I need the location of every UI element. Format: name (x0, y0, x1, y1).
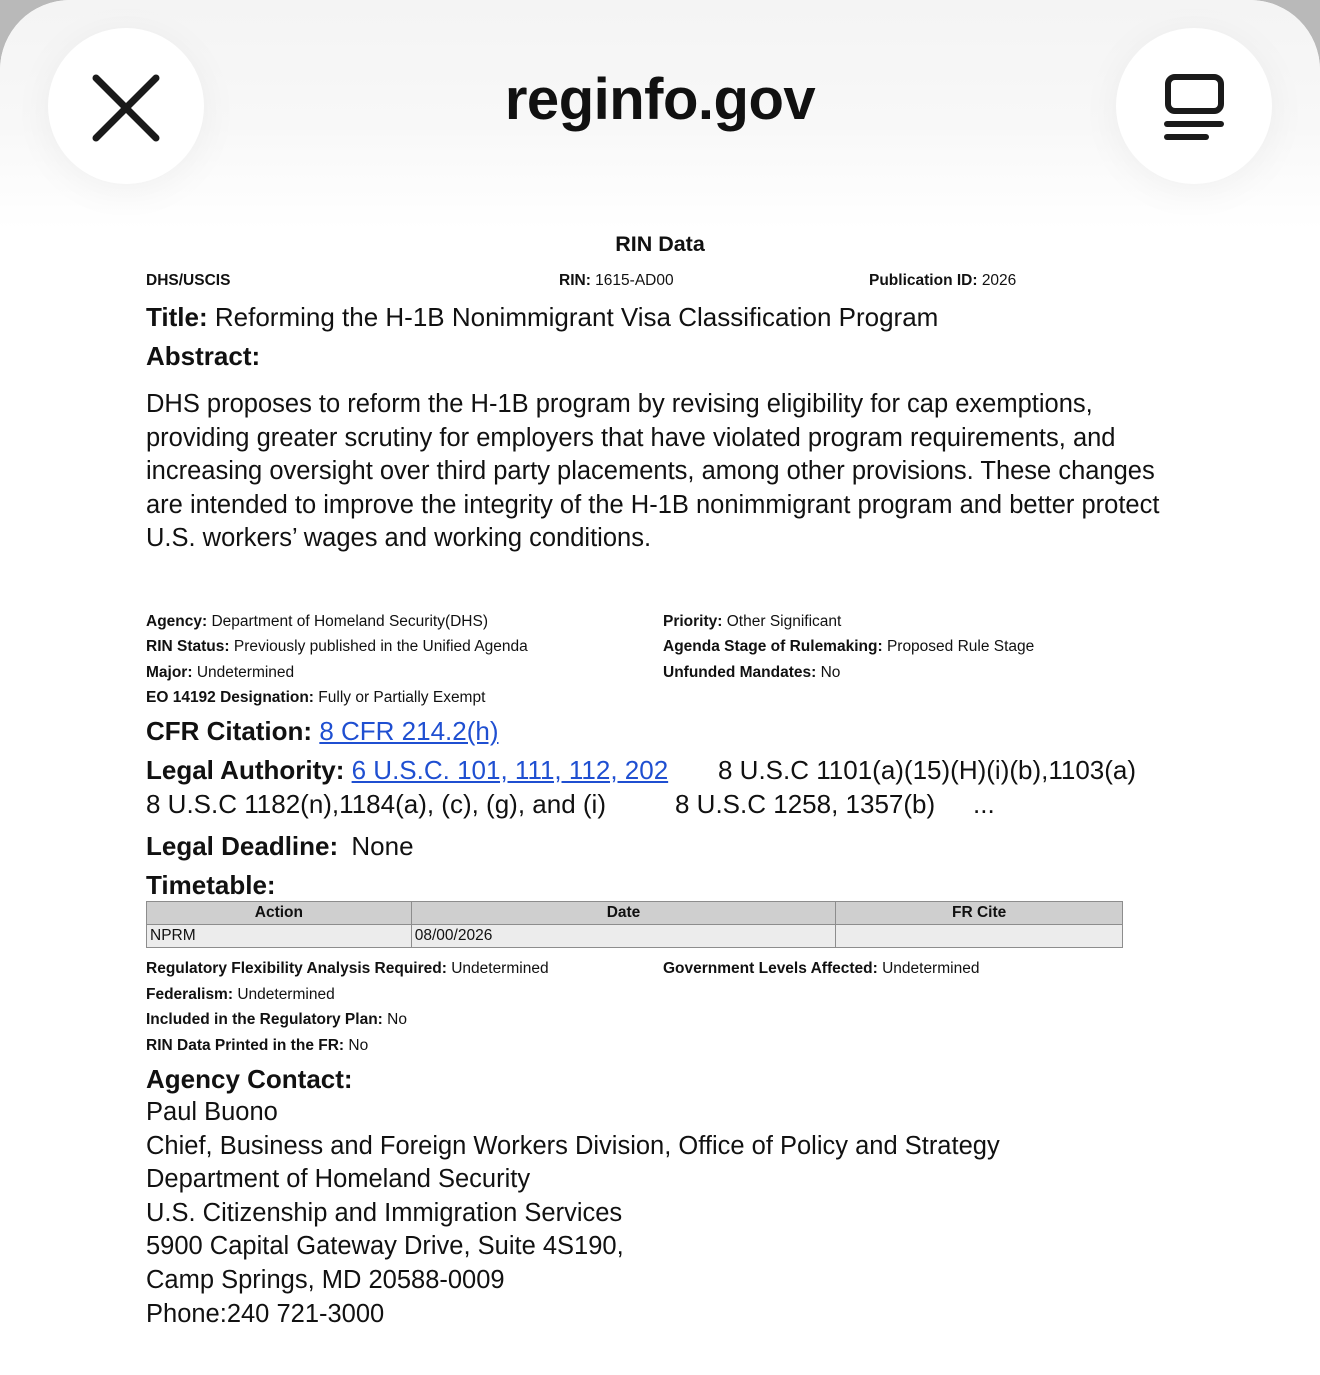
field-value: Undetermined (196, 664, 295, 681)
publication-id-label: Publication ID: (869, 272, 978, 289)
legal-authority-field (146, 755, 668, 786)
field-label: EO 14192 Designation: (146, 689, 314, 706)
cfr-citation-label: CFR Citation: (146, 716, 313, 746)
field-value: No (820, 664, 841, 681)
timetable-table (146, 901, 1123, 948)
reader-view-icon (1116, 28, 1272, 184)
regulatory-plan-field (146, 1011, 407, 1029)
field-label: RIN Data Printed in the FR: (146, 1037, 345, 1054)
field-label: Government Levels Affected: (663, 960, 878, 977)
doc-heading: RIN Data (615, 232, 705, 256)
title-value: Reforming the H-1B Nonimmigrant Visa Classification Program (214, 302, 939, 332)
legal-authority-item: 8 U.S.C 1258, 1357(b) (675, 789, 936, 819)
reader-view-button[interactable] (1116, 28, 1272, 184)
field-value: Department of Homeland Security(DHS) (211, 613, 488, 630)
title-label: Title: (146, 302, 208, 332)
legal-deadline-value: None (351, 831, 414, 861)
table-cell: NPRM (147, 925, 412, 948)
field-label: Included in the Regulatory Plan: (146, 1011, 383, 1028)
field-value: Undetermined (237, 986, 335, 1003)
field-label: Regulatory Flexibility Analysis Required: (146, 960, 447, 977)
legal-authority-more: ... (973, 789, 995, 819)
timetable-label: Timetable: (146, 870, 276, 900)
contact-line: 5900 Capital Gateway Drive, Suite 4S190, (146, 1232, 624, 1261)
column-header: Action (147, 902, 412, 925)
rin-status-field (146, 638, 528, 656)
browser-top-bar (0, 0, 1320, 230)
legal-authority-item: 8 U.S.C 1182(n),1184(a), (c), (g), and (i) (146, 789, 606, 819)
field-label: Agency: (146, 613, 208, 630)
contact-phone: Phone:240 721-3000 (146, 1299, 385, 1328)
field-label: Priority: (663, 613, 723, 630)
contact-line: Camp Springs, MD 20588-0009 (146, 1265, 505, 1294)
table-cell (836, 925, 1123, 948)
reg-flex-analysis-field (146, 960, 549, 978)
field-value: Other Significant (726, 613, 842, 630)
column-header: Date (411, 902, 836, 925)
publication-id-value: 2026 (981, 272, 1017, 289)
abstract-text: DHS proposes to reform the H-1B program by revising eligibility for cap exemptions, providing greater scrutiny for employers that have violated program requirements, and increasing oversight over third party placements, among other provisions. These changes are intended to improve the integrity of the H-1B nonimmigrant program and better protect U.S. workers’ wages and working conditions. (146, 390, 1160, 552)
field-value: Proposed Rule Stage (886, 638, 1035, 655)
field-label: RIN Status: (146, 638, 230, 655)
agenda-stage-field (663, 638, 1034, 656)
field-label: Unfunded Mandates: (663, 664, 817, 681)
field-label: Federalism: (146, 986, 234, 1003)
publication-id-field (869, 272, 1016, 290)
federalism-field (146, 986, 335, 1004)
table-header-row (147, 902, 1123, 925)
table-row (147, 925, 1123, 948)
rin-field (559, 272, 674, 290)
agency-contact-label: Agency Contact: (146, 1064, 353, 1094)
agency-code: DHS/USCIS (146, 272, 231, 289)
legal-deadline-label: Legal Deadline: (146, 831, 339, 861)
legal-authority-label: Legal Authority: (146, 755, 345, 785)
legal-authority-link[interactable]: 6 U.S.C. 101, 111, 112, 202 (351, 755, 669, 785)
rin-value: 1615-AD00 (595, 272, 674, 289)
cfr-citation-field (146, 716, 499, 747)
contact-line: Chief, Business and Foreign Workers Division, Office of Policy and Strategy (146, 1131, 1000, 1160)
title-field (146, 302, 938, 333)
legal-authority-item: 8 U.S.C 1101(a)(15)(H)(i)(b),1103(a) (718, 755, 1137, 785)
priority-field (663, 613, 841, 631)
field-label: Agenda Stage of Rulemaking: (663, 638, 883, 655)
abstract-label: Abstract: (146, 341, 261, 371)
contact-name: Paul Buono (146, 1098, 278, 1126)
table-cell: 08/00/2026 (411, 925, 836, 948)
rin-label: RIN: (559, 272, 591, 289)
contact-line: U.S. Citizenship and Immigration Services (146, 1198, 623, 1227)
field-label: Major: (146, 664, 193, 681)
major-field (146, 664, 294, 682)
rin-printed-field (146, 1037, 368, 1055)
agency-field (146, 613, 488, 631)
cfr-citation-link[interactable]: 8 CFR 214.2(h) (319, 716, 499, 746)
contact-line: Department of Homeland Security (146, 1165, 531, 1194)
agency-contact-block (146, 1096, 1000, 1331)
field-value: No (387, 1011, 407, 1028)
field-value: Fully or Partially Exempt (318, 689, 486, 706)
eo-designation-field (146, 689, 485, 707)
field-value: No (348, 1037, 369, 1054)
field-value: Undetermined (451, 960, 549, 977)
legal-deadline-field (146, 831, 414, 862)
field-value: Undetermined (882, 960, 980, 977)
government-levels-field (663, 960, 979, 978)
field-value: Previously published in the Unified Agenda (233, 638, 528, 655)
site-title: reginfo.gov (504, 67, 816, 132)
column-header: FR Cite (836, 902, 1123, 925)
unfunded-mandates-field (663, 664, 840, 682)
